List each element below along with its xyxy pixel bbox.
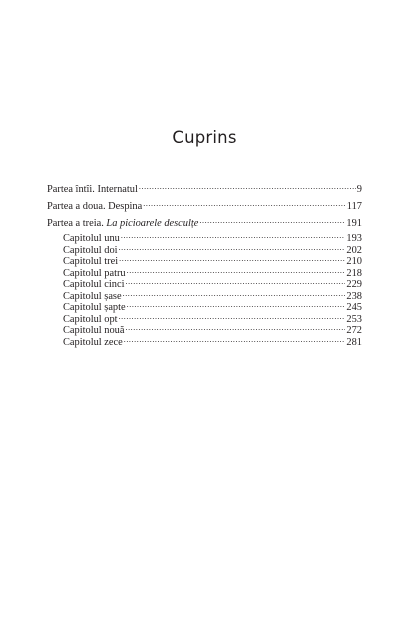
toc-chapter-label: Capitolul nouă bbox=[63, 325, 125, 336]
dot-leader bbox=[127, 298, 346, 310]
dot-leader bbox=[125, 321, 345, 333]
toc-chapter-label: Capitolul șase bbox=[63, 290, 122, 302]
toc-page-number: 193 bbox=[346, 233, 362, 244]
toc-part-label: Partea întîi. Internatul bbox=[47, 184, 138, 195]
toc-chapter-label: Capitolul doi bbox=[63, 244, 118, 256]
dot-leader bbox=[125, 275, 345, 287]
dot-leader bbox=[119, 252, 345, 264]
dot-leader bbox=[119, 310, 346, 322]
toc-page-number: 253 bbox=[346, 313, 362, 325]
dot-leader bbox=[124, 333, 346, 345]
toc-page-number: 229 bbox=[346, 279, 362, 290]
toc-part-3 bbox=[47, 214, 362, 229]
dot-leader bbox=[121, 229, 346, 241]
toc-page-number: 272 bbox=[346, 325, 362, 336]
toc-part-label: Partea a treia. La picioarele desculțe bbox=[47, 218, 199, 229]
toc-chapter bbox=[47, 229, 362, 244]
dot-leader bbox=[199, 214, 345, 226]
toc-page-number: 202 bbox=[346, 244, 362, 256]
toc-page-number: 117 bbox=[346, 201, 362, 212]
dot-leader bbox=[143, 197, 346, 209]
toc-page-number: 238 bbox=[346, 290, 362, 302]
dot-leader bbox=[139, 180, 356, 192]
toc-page-number: 210 bbox=[346, 256, 362, 267]
toc-chapter-label: Capitolul trei bbox=[63, 256, 119, 267]
toc-chapter-label: Capitolul cinci bbox=[63, 279, 125, 290]
dot-leader bbox=[127, 264, 346, 276]
toc-page-number: 191 bbox=[346, 218, 362, 229]
toc-page-number: 281 bbox=[346, 336, 362, 348]
table-of-contents bbox=[47, 180, 362, 348]
toc-chapter-label: Capitolul zece bbox=[63, 336, 123, 348]
toc-chapter-label: Capitolul patru bbox=[63, 267, 126, 279]
toc-page-number: 245 bbox=[346, 302, 362, 313]
toc-part-2 bbox=[47, 197, 362, 212]
toc-part-1 bbox=[47, 180, 362, 195]
toc-chapter-label: Capitolul unu bbox=[63, 233, 120, 244]
toc-part-label: Partea a doua. Despina bbox=[47, 201, 143, 212]
dot-leader bbox=[119, 241, 346, 253]
dot-leader bbox=[123, 287, 346, 299]
toc-page-number: 9 bbox=[356, 184, 362, 195]
toc-page-number: 218 bbox=[346, 267, 362, 279]
toc-chapter-label: Capitolul șapte bbox=[63, 302, 126, 313]
page-title: Cuprins bbox=[172, 128, 237, 147]
toc-chapter-label: Capitolul opt bbox=[63, 313, 118, 325]
